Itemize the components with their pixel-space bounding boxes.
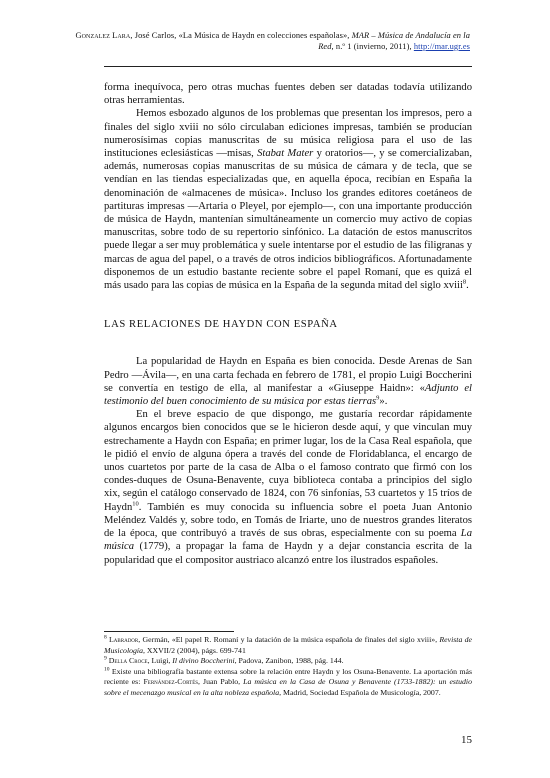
footnote-10-text-b: , Juan Pablo, [198, 677, 244, 687]
paragraph-3-text-a: La popularidad de Haydn en España es bien conocida. Desde Arenas de San Pedro —Ávila—, en una carta fechada en febrero de 1781, el propio Luigi Boccherini se convertía en testigo de ella, al manifestar a «Giuseppe Haidn»: « [104, 356, 472, 394]
footnote-ref-9[interactable]: 9 [376, 394, 380, 402]
footnote-ref-8[interactable]: 8 [462, 278, 467, 286]
section-heading: LAS RELACIONES DE HAYDN CON ESPAÑA [104, 319, 338, 331]
paragraph-4-text-c: (1779), a propagar la fama de Haydn y a dejar constancia escrita de la popularidad que el compositor austriaco alcanzó entre los ilustrados españoles. [104, 541, 472, 566]
header-author: Gonzalez Lara [75, 31, 131, 40]
footnote-9-text-a: , Luigi, [147, 656, 173, 666]
footnote-ref-10[interactable]: 10 [132, 500, 139, 508]
page-number: 15 [461, 734, 472, 746]
header-author-rest: , José Carlos, «La Música de Haydn en colecciones españolas», [130, 31, 352, 40]
article-body [104, 81, 472, 567]
paragraph-3 [104, 355, 472, 408]
footnote-10-author: Fernández-Cortés [143, 677, 199, 687]
footnote-10-text-c: , Madrid, Sociedad Española de Musicología, 2007. [279, 687, 441, 697]
paragraph-1-text: forma inequívoca, pero otras muchas fuentes deben ser datadas todavía utilizando otras herramientas. [104, 82, 472, 107]
footnote-9-number: 9 [104, 655, 107, 662]
footnote-8-text-a: , Germán, «El papel R. Romaní y la datación de la música española de finales del siglo xviii», [138, 635, 440, 644]
paragraph-2-end: . [466, 280, 469, 292]
footnote-8 [104, 635, 472, 656]
paragraph-2-text-a: Hemos esbozado algunos de los problemas que presentan los impresos, pero a finales del siglo xviii no sólo circulaban ediciones impresas, también se producían numerosísimas copias manuscritas de su música religiosa para el uso de las instituciones eclesiásticas —misas, [104, 108, 472, 160]
footnotes [104, 635, 472, 699]
footnote-8-text-b: , XXVII/2 (2004), págs. 699-741 [142, 645, 246, 655]
footnote-10-number: 10 [104, 666, 110, 673]
header-journal: MAR – Música de Andalucía en la Red [318, 31, 470, 51]
footnote-10-title: La música en la Casa de Osuna y Benavente (1733-1882): un estudio sobre el mecenazgo musical en la alta nobleza española [104, 677, 472, 697]
paragraph-4 [104, 408, 472, 566]
paragraph-2-italic: Stabat Mater [257, 148, 314, 160]
footnote-10-text-a: Existe una bibliografía bastante extensa sobre la relación entre Haydn y los Osuna-Benavente. La aportación más reciente es: [104, 666, 472, 687]
footnote-10 [104, 667, 472, 699]
footnote-rule [104, 631, 234, 632]
footnote-8-author: Labrador [109, 635, 139, 644]
paragraph-3-end: ». [379, 396, 388, 408]
header-rule [104, 66, 472, 67]
header-issue: , n.º 1 (invierno, 2011), [331, 42, 414, 51]
footnote-9 [104, 656, 472, 667]
paragraph-4-text-b: . También es muy conocida su influencia sobre el poeta Juan Antonio Meléndez Valdés y, sobre todo, en Tomás de Iriarte, uno de nuestros grandes literatos de la época, que contribuyó a través de sus obras, especialmente con su poema [104, 501, 472, 540]
running-header [70, 30, 470, 52]
footnote-9-text-b: , Padova, Zanibon, 1988, pág. 144. [234, 656, 344, 666]
paragraph-2 [104, 107, 472, 292]
paragraph-4-text-a: En el breve espacio de que dispongo, me gustaría recordar rápidamente algunos encargos bien conocidos que se le hicieron desde aquí, y que vinculan muy estrechamente a Haydn con España; en primer lugar, los de la Casa Real española, que le pidió el envío de alguna ópera a través del conde de Floridablanca, el encargo de unos cuartetos por parte de la casa de Alba o el famoso contrato que firmó con los condes-duques de Osuna-Benavente, cuya biblioteca contaba a principios del siglo xix, según el catálogo conservado de 1824, con 76 sinfonías, 53 cuartetos y 15 tríos de Haydn [104, 409, 472, 513]
footnote-9-author: Della Croce [108, 656, 148, 666]
footnote-8-journal: Revista de Musicología [104, 635, 472, 655]
footnote-9-title: Il divino Boccherini [172, 656, 235, 666]
paragraph-3-italic-quote: Adjunto el testimonio del buen conocimiento de su música por estas tierras [104, 382, 472, 408]
paragraph-1 [104, 81, 472, 107]
paragraph-2-text-b: y oratorios—, y se comercializaban, además, numerosas copias manuscritas de su música de cámara y de tecla, que se vendían en las tiendas especializadas que, en aquella época, recibían en España la denominación de «almacenes de música». Incluso los grandes editores coetáneos de partituras impresas —Artaria o Pleyel, por ejemplo—, con una importante producción de música de Haydn, mantenían simultáneamente un comercio muy activo de copias manuscritas, sobre todo de su repertorio sinfónico. La datación de estos manuscritos puede llegar a ser muy problemática y suele intentarse por el estudio de las filigranas y marcas de agua del papel, o a través de otros indicios bibliográficos. Afortunadamente disponemos de un estudio bastante reciente sobre el papel Romaní, que es quizá el más usado para las copias de música en la España de la segunda mitad del siglo xviii [104, 148, 473, 292]
footnote-8-number: 8 [104, 634, 107, 641]
paragraph-4-italic: La música [104, 528, 472, 553]
header-url-link[interactable]: http://mar.ugr.es [413, 42, 470, 51]
